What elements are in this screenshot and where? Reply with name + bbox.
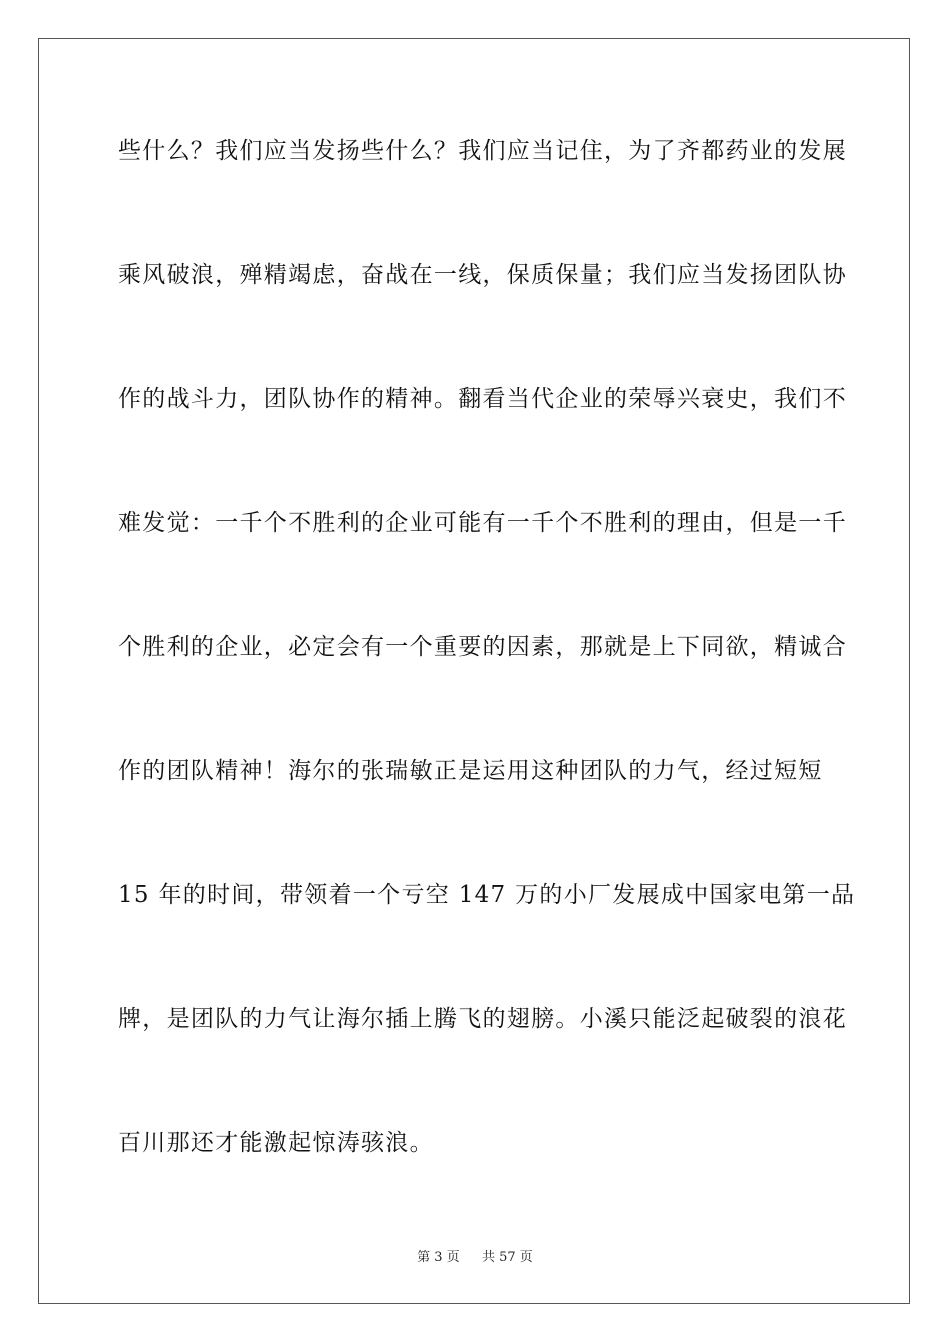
text-line-2: 乘风破浪，殚精竭虑，奋战在一线，保质保量；我们应当发扬团队协	[118, 262, 847, 288]
text-line-3: 作的战斗力，团队协作的精神。翻看当代企业的荣辱兴衰史，我们不	[118, 386, 847, 412]
text-line-4: 难发觉：一千个不胜利的企业可能有一千个不胜利的理由，但是一千	[118, 510, 847, 536]
text-line-1: 些什么？我们应当发扬些什么？我们应当记住，为了齐都药业的发展	[118, 138, 847, 164]
text-line-6: 作的团队精神！海尔的张瑞敏正是运用这种团队的力气，经过短短	[118, 758, 823, 784]
page-footer	[0, 1246, 950, 1265]
document-body	[118, 126, 856, 1242]
page-number: 第 3 页	[417, 1250, 460, 1265]
text-line-8: 牌，是团队的力气让海尔插上腾飞的翅膀。小溪只能泛起破裂的浪花	[118, 1006, 847, 1032]
page-total: 共 57 页	[482, 1250, 533, 1265]
text-line-9: 百川那还才能激起惊涛骇浪。	[118, 1130, 434, 1156]
text-line-7: 15 年的时间，带领着一个亏空 147 万的小厂发展成中国家电第一品	[118, 882, 856, 908]
text-line-5: 个胜利的企业，必定会有一个重要的因素，那就是上下同欲，精诚合	[118, 634, 847, 660]
